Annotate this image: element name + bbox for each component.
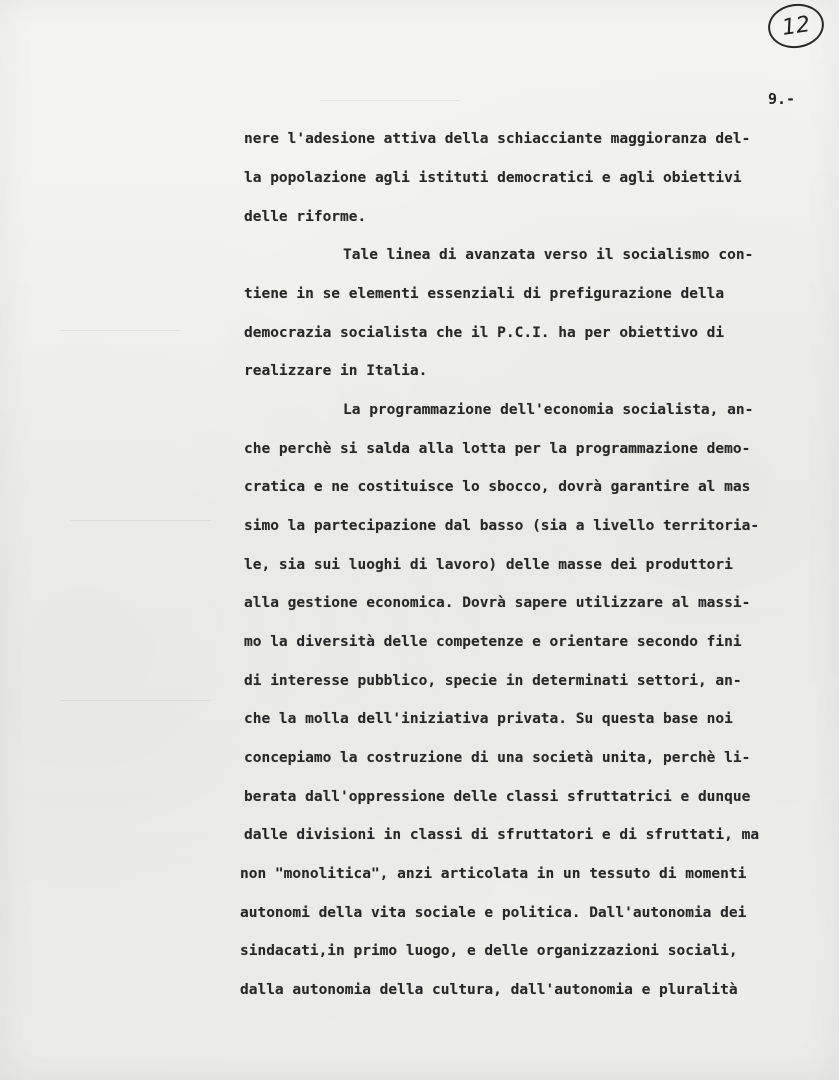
handwritten-page-mark: 12 <box>765 0 827 51</box>
text-line: Tale linea di avanzata verso il socialismo con- <box>343 247 754 263</box>
bleed-through-mark <box>70 520 210 521</box>
text-line: La programmazione dell'economia socialista, an- <box>343 402 754 418</box>
text-line: alla gestione economica. Dovrà sapere utilizzare al massi- <box>244 595 751 611</box>
text-line: che perchè si salda alla lotta per la programmazione demo- <box>244 441 751 457</box>
text-line: autonomi della vita sociale e politica. Dall'autonomia dei <box>240 905 747 921</box>
text-line: la popolazione agli istituti democratici e agli obiettivi <box>244 170 742 186</box>
bleed-through-mark <box>60 330 180 331</box>
text-line: realizzare in Italia. <box>244 363 428 379</box>
text-line: dalla autonomia della cultura, dall'autonomia e pluralità <box>240 982 738 998</box>
text-line: di interesse pubblico, specie in determinati settori, an- <box>244 673 742 689</box>
text-line: che la molla dell'iniziativa privata. Su questa base noi <box>244 711 733 727</box>
text-line: simo la partecipazione dal basso (sia a livello territoria- <box>244 518 760 534</box>
text-line: tiene in se elementi essenziali di prefigurazione della <box>244 286 725 302</box>
text-line: berata dall'oppressione delle classi sfruttatrici e dunque <box>244 789 751 805</box>
text-line: cratica e ne costituisce lo sbocco, dovrà garantire al mas <box>244 479 751 495</box>
text-line: delle riforme. <box>244 209 367 225</box>
page-number: 9.- <box>768 90 796 108</box>
text-line: dalle divisioni in classi di sfruttatori e di sfruttati, ma <box>244 827 760 843</box>
text-line: mo la diversità delle competenze e orientare secondo fini <box>244 634 742 650</box>
text-line: non "monolitica", anzi articolata in un tessuto di momenti <box>240 866 747 882</box>
bleed-through-mark <box>320 100 460 101</box>
text-line: sindacati,in primo luogo, e delle organizzazioni sociali, <box>240 943 738 959</box>
text-line: le, sia sui luoghi di lavoro) delle masse dei produttori <box>244 557 733 573</box>
text-line: democrazia socialista che il P.C.I. ha per obiettivo di <box>244 325 725 341</box>
text-line: nere l'adesione attiva della schiacciante maggioranza del- <box>244 131 751 147</box>
bleed-through-mark <box>60 700 210 701</box>
text-line: concepiamo la costruzione di una società unita, perchè li- <box>244 750 751 766</box>
